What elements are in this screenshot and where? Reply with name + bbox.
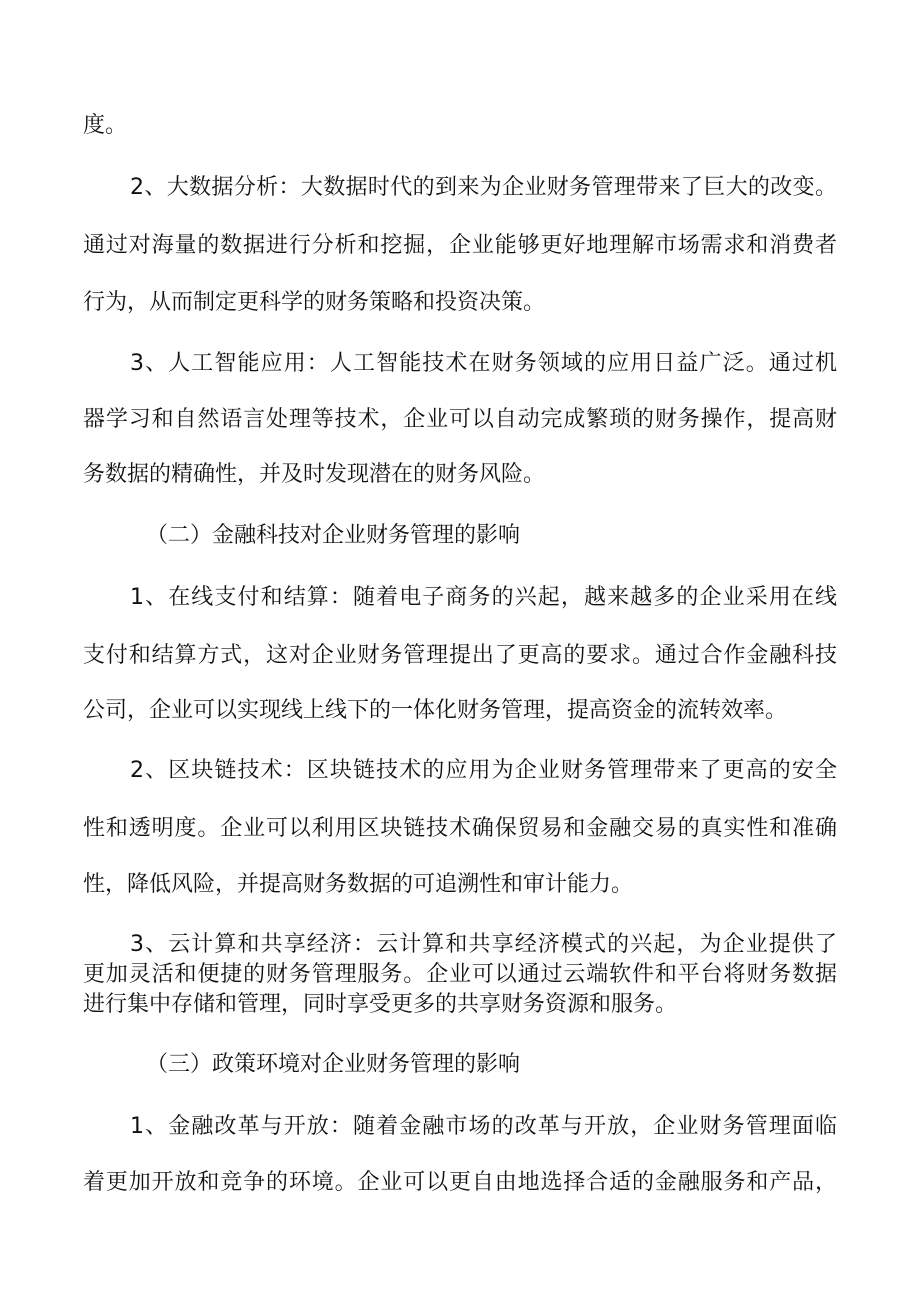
paragraph-line: 2、区块链技术：区块链技术的应用为企业财务管理带来了更高的安全 [130,758,837,783]
section-heading: （二）金融科技对企业财务管理的影响 [146,523,521,548]
paragraph-line: 性和透明度。企业可以利用区块链技术确保贸易和金融交易的真实性和准确 [83,816,837,841]
section-heading: （三）政策环境对企业财务管理的影响 [146,1052,521,1077]
paragraph-line: 器学习和自然语言处理等技术，企业可以自动完成繁琐的财务操作，提高财 [83,407,837,432]
paragraph-line: 进行集中存储和管理，同时享受更多的共享财务资源和服务。 [83,992,678,1017]
paragraph-line: 支付和结算方式，这对企业财务管理提出了更高的要求。通过合作金融科技 [83,643,837,668]
paragraph-line: 更加灵活和便捷的财务管理服务。企业可以通过云端软件和平台将财务数据 [83,962,837,987]
paragraph-line: 着更加开放和竞争的环境。企业可以更自由地选择合适的金融服务和产品， [83,1170,837,1195]
paragraph-line: 2、大数据分析：大数据时代的到来为企业财务管理带来了巨大的改变。 [130,175,837,200]
paragraph-line: 行为，从而制定更科学的财务策略和投资决策。 [83,290,546,315]
paragraph-line: 1、在线支付和结算：随着电子商务的兴起，越来越多的企业采用在线 [130,585,837,610]
paragraph-line: 3、云计算和共享经济：云计算和共享经济模式的兴起，为企业提供了 [130,932,837,957]
paragraph-line: 性，降低风险，并提高财务数据的可追溯性和审计能力。 [83,872,634,897]
paragraph-line: 公司，企业可以实现线上线下的一体化财务管理，提高资金的流转效率。 [83,698,788,723]
paragraph-line: 度。 [83,113,128,138]
paragraph-line: 3、人工智能应用：人工智能技术在财务领域的应用日益广泛。通过机 [130,351,837,376]
paragraph-line: 1、金融改革与开放：随着金融市场的改革与开放，企业财务管理面临 [130,1114,837,1139]
paragraph-line: 通过对海量的数据进行分析和挖掘，企业能够更好地理解市场需求和消费者 [83,233,837,258]
paragraph-line: 务数据的精确性，并及时发现潜在的财务风险。 [83,462,546,487]
